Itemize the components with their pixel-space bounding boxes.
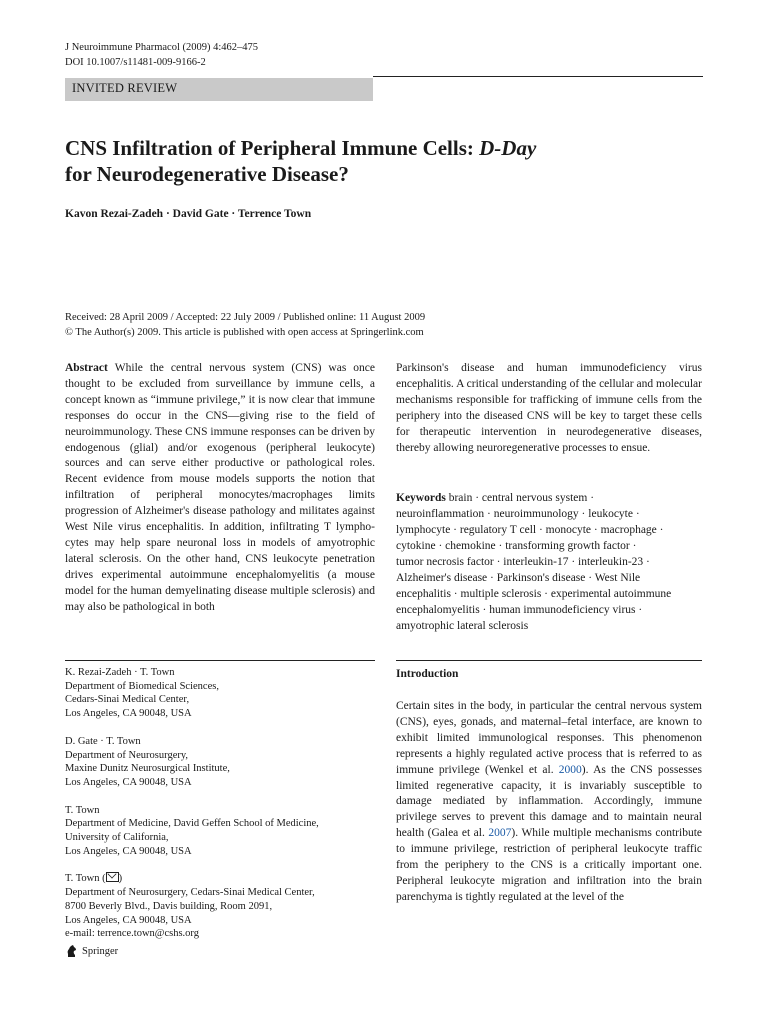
publication-dates [65,310,705,340]
keyword-line: neuroinflammation · neuroimmunology · leukocyte · [396,508,640,520]
introduction-paragraph [396,699,702,906]
keyword-line: tumor necrosis factor · interleukin-17 · interleukin-23 · [396,556,650,568]
affiliation-block [65,735,375,790]
corresponding-email[interactable]: e-mail: terrence.town@cshs.org [65,928,199,940]
envelope-icon [106,872,119,882]
abstract-left [65,361,375,616]
affiliations [65,666,375,955]
springer-knight-icon [65,944,79,958]
title-italic: D-Day [479,136,537,160]
keyword-line: lymphocyte · regulatory T cell · monocyte · macrophage · [396,524,664,536]
corresponding-close: ) [118,873,123,885]
intro-text: ). As the CNS possesses limited regenerative capacity, it is invariably susceptible to damage mediated by inflammation. Accordingly, immune privilege serves to prevent this damage and to maintain neural health (Galea et al. [396,763,702,840]
abstract-text-left: While the central nervous system (CNS) was once thought to be excluded from surveillance by immune cells, a concept known as “immune privilege,” it is now clear that immune responses do occur in the CNS—giving rise to the field of neuroimmunology. These CNS immune responses can be driven by endogenous (glial) and/or exogenous (peripheral leukocyte) sources and can serve either productive or pathological roles. Recent evidence from mouse models supports the notion that infiltration of peripheral monocytes/macrophages limits progression of Alzheimer's disease pathology and militates against West Nile virus encephalitis. In addition, infiltrating T lymphocytes may help spare neuronal loss in models of amyotrophic lateral sclerosis. On the other hand, CNS leukocyte penetration drives experimental autoimmune encephalomyelitis (a mouse model for the human demyelinating disease multiple sclerosis) and may also be pathological in both [65,362,375,613]
affiliation-line: Cedars-Sinai Medical Center, [65,694,190,706]
affiliation-line: Department of Biomedical Sciences, [65,680,219,692]
abstract-label: Abstract [65,362,108,374]
intro-text: Certain sites in the body, in particular the central nervous system (CNS), eyes, gonads, and maternal–fetal interface, are known to exhibit limited immunological responses. This phenomenon represents a highly regulated active process that is referred to as immune privilege (Wenkel et al. [396,700,702,776]
article-type-label: INVITED REVIEW [72,81,178,95]
affiliation-line: Maxine Dunitz Neurosurgical Institute, [65,763,230,775]
affiliation-line: Los Angeles, CA 90048, USA [65,776,192,788]
copyright-line: © The Author(s) 2009. This article is published with open access at Springerlink.com [65,327,424,338]
affiliation-line: 8700 Beverly Blvd., Davis building, Room 2091, [65,900,273,912]
header-rule [373,76,703,77]
journal-citation: J Neuroimmune Pharmacol (2009) 4:462–475 [65,42,259,53]
keyword-line: encephalitis · multiple sclerosis · experimental autoimmune [396,588,672,600]
introduction-heading: Introduction [396,668,459,680]
affiliation-names: K. Rezai-Zadeh · T. Town [65,667,175,678]
keyword-line: encephalomyelitis · human immunodeficiency virus · [396,604,643,616]
received-line: Received: 28 April 2009 / Accepted: 22 July 2009 / Published online: 11 August 2009 [65,312,426,323]
abstract-right [396,361,702,456]
corresponding-author-block [65,872,375,941]
keyword-line: Alzheimer's disease · Parkinson's disease · West Nile [396,572,641,584]
intro-text: ). While multiple mechanisms contribute to immune privilege, restriction of peripheral leukocyte traffic from the periphery to the CNS is a critically important one. Peripheral leukocyte migration and infiltration into the brain parenchyma is tightly regulated at the level of the [396,827,702,903]
title-part2: for Neurodegenerative Disease? [65,161,349,186]
abstract-text-right: Parkinson's disease and human immunodeficiency virus encephalitis. A critical understanding of the cellular and molecular mechanisms responsible for trafficking of immune cells from the periphery into the diseased CNS will be key to target these cells for therapeutic intervention in neurodegenerative diseases, thereby allowing neuroregenerative processes to ensue. [396,362,702,454]
affiliation-line: Department of Neurosurgery, [65,749,189,761]
affiliation-names: D. Gate · T. Town [65,735,141,747]
introduction-rule [396,660,702,661]
keyword-line-first [396,490,702,506]
corresponding-name: T. Town ( [65,873,106,885]
corresponding-author-name [65,872,375,886]
keyword-line: cytokine · chemokine · transforming growth factor · [396,540,637,552]
article-type-banner [65,78,373,101]
keywords-block [396,490,702,634]
affiliation-line: Department of Neurosurgery, Cedars-Sinai Medical Center, [65,887,315,899]
publisher-footer [65,944,118,958]
citation-link[interactable]: 2000 [558,763,582,776]
affiliation-line: Department of Medicine, David Geffen School of Medicine, [65,818,319,830]
affiliation-line: Los Angeles, CA 90048, USA [65,708,192,720]
affiliation-rule [65,660,375,661]
keywords-label: Keywords [396,492,446,504]
doi[interactable]: DOI 10.1007/s11481-009-9166-2 [65,57,206,68]
affiliation-names: T. Town [65,804,100,816]
affiliation-line: Los Angeles, CA 90048, USA [65,845,192,857]
affiliation-block [65,666,375,721]
publisher-name: Springer [82,945,119,957]
affiliation-line: University of California, [65,832,169,844]
citation-link[interactable]: 2007 [488,827,512,840]
title-part1: CNS Infiltration of Peripheral Immune Cells: [65,136,480,160]
affiliation-line: Los Angeles, CA 90048, USA [65,914,192,926]
article-title [65,136,705,187]
keyword-line: brain · central nervous system · [448,492,595,504]
affiliation-block [65,804,375,859]
abstract-paragraph [65,361,375,616]
introduction-body [396,699,702,906]
author-list: Kavon Rezai-Zadeh · David Gate · Terrence Town [65,208,312,220]
keyword-line: amyotrophic lateral sclerosis [396,620,529,632]
